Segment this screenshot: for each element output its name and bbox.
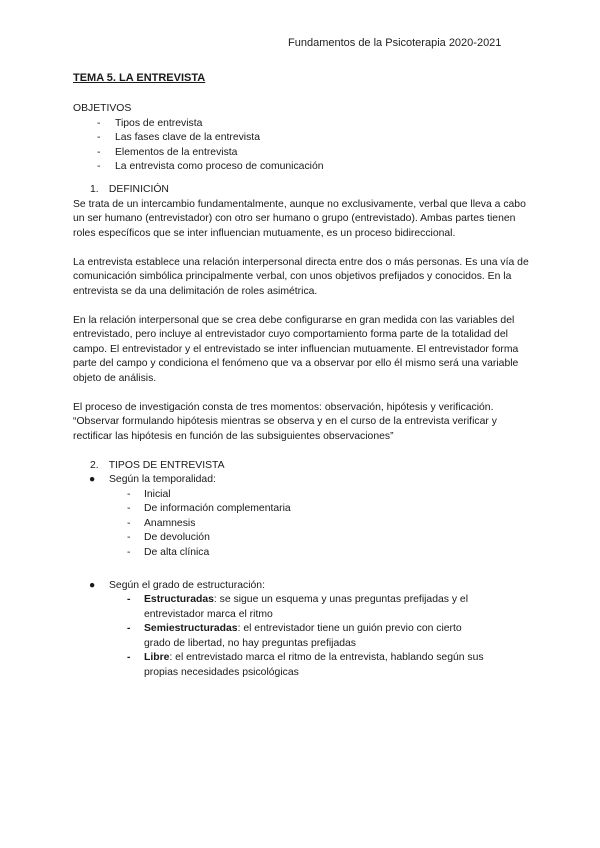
section-title: DEFINICIÓN [108, 184, 169, 195]
objetivos-heading: OBJETIVOS [73, 103, 132, 114]
temporalidad-list [73, 488, 533, 561]
page-title: TEMA 5. LA ENTREVISTA [73, 72, 206, 84]
paragraph: La entrevista establece una relación interpersonal directa entre dos o más personas. Es una vía de comunicación simbólica principalmente verbal, con unos objetivos prefijados y conocidos. En la entrevista se da una delimitación de roles asimétrica. [73, 256, 529, 297]
term-description: : el entrevistado marca el ritmo de la entrevista, hablando según sus propias necesidades psicológicas [144, 652, 484, 678]
running-header: Fundamentos de la Psicoterapia 2020-2021 [288, 37, 502, 49]
bullet-icon: ● [89, 474, 96, 485]
list-item: - De devolución [127, 531, 533, 546]
section-number: 2. [90, 459, 99, 471]
term: Estructuradas [144, 594, 214, 605]
list-item: - Semiestructuradas: el entrevistador tiene un guión previo con cierto grado de libertad, no hay preguntas prefijadas [127, 623, 462, 649]
section-title: TIPOS DE ENTREVISTA [108, 459, 225, 471]
list-item: - Anamnesis [127, 517, 533, 532]
list-item: - Estructuradas: se sigue un esquema y unas preguntas prefijadas y el entrevistador marca el ritmo [127, 594, 469, 620]
document-body [73, 102, 533, 680]
paragraph: Se trata de un intercambio fundamentalmente, aunque no exclusivamente, verbal que lleva a cabo un ser humano (entrevistador) con otro ser humano o grupo (entrevistado). Ambas partes tienen roles específicos que se inter influencian mutuamente, es un proceso bidireccional. [73, 198, 526, 239]
list-item: - Las fases clave de la entrevista [97, 131, 533, 146]
bullet-icon: ● [89, 579, 96, 591]
list-item: - Libre: el entrevistado marca el ritmo de la entrevista, hablando según sus propias necesidades psicológicas [127, 652, 484, 678]
list-item: - La entrevista como proceso de comunicación [97, 160, 533, 175]
term-description: : se sigue un esquema y unas preguntas prefijadas y el entrevistador marca el ritmo [144, 594, 469, 620]
list-item: - De información complementaria [127, 502, 533, 517]
list-item: - Tipos de entrevista [97, 117, 533, 132]
section-number: 1. [90, 184, 99, 195]
paragraph: En la relación interpersonal que se crea debe configurarse en gran medida con las variables del entrevistado, pero incluye al entrevistador cuyo comportamiento forma parte de la totalidad del campo. El entrevistador y el entrevistado se inter influencian mutuamente. El entrevistador forma parte del campo y condiciona el fenómeno que va a observar por ello él mismo será una variable objeto de análisis. [73, 314, 519, 384]
bullet-estructuracion [73, 579, 533, 594]
term-description: : el entrevistador tiene un guión previo con cierto grado de libertad, no hay preguntas prefijadas [144, 623, 462, 649]
estructuracion-list [73, 593, 487, 680]
term: Libre [144, 652, 170, 663]
bullet-label: Según la temporalidad: [109, 474, 216, 485]
bullet-label: Según el grado de estructuración: [109, 579, 265, 591]
term: Semiestructuradas [144, 623, 238, 634]
paragraph: El proceso de investigación consta de tres momentos: observación, hipótesis y verificación. “Observar formulando hipótesis mientras se observa y en el curso de la entrevista verificar y rectificar las hipótesis en función de las subsiguientes observaciones” [73, 401, 497, 442]
objetivos-list [73, 117, 533, 175]
section-heading-definicion [73, 183, 533, 198]
list-item: - Inicial [127, 488, 533, 503]
list-item: - Elementos de la entrevista [97, 146, 533, 161]
section-heading-tipos [73, 459, 533, 474]
bullet-temporalidad [73, 473, 533, 488]
list-item: - De alta clínica [127, 546, 533, 561]
